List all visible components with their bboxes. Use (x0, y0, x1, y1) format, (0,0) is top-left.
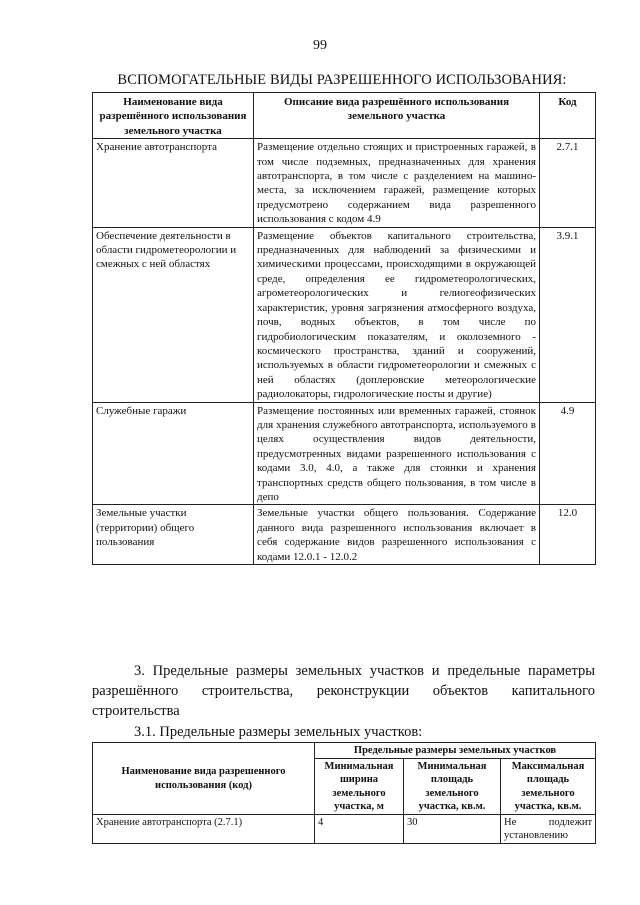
use-code-cell: 3.9.1 (540, 227, 596, 402)
header-use-name-code: Наименование вида разрешенного использования (код) (93, 743, 315, 815)
sizes-header-row (93, 743, 596, 759)
use-description-cell: Размещение постоянных или временных гаражей, стоянок для хранения служебного автотранспорта, используемого в целях осуществления видов деятельности, предусмотренных видами разрешенного использования с кодами 3.0, 4.0, а также для стоянки и хранения транспортных средств общего пользования, в том числе в депо (254, 402, 540, 505)
use-code-cell: 12.0 (540, 505, 596, 565)
use-description-cell: Земельные участки общего пользования. Содержание данного вида разрешенного использования включает в себя содержание видов разрешенного использования с кодами 12.0.1 - 12.0.2 (254, 505, 540, 565)
table-row (93, 139, 596, 227)
auxiliary-use-table (92, 92, 596, 565)
table-row (93, 227, 596, 402)
use-name-cell: Земельные участки (территории) общего пользования (93, 505, 254, 565)
use-description-cell: Размещение отдельно стоящих и пристроенных гаражей, в том числе подземных, предназначенных для хранения автотранспорта, в том числе с разделением на машино-места, за исключением гаражей, размещение которых предусмотрено содержанием вида разрешенного использования с кодом 4.9 (254, 139, 540, 227)
header-code: Код (540, 93, 596, 139)
section-title: ВСПОМОГАТЕЛЬНЫЕ ВИДЫ РАЗРЕШЕННОГО ИСПОЛЬЗОВАНИЯ: (117, 72, 567, 88)
use-name-cell: Обеспечение деятельности в области гидрометеорологии и смежных с ней областях (93, 227, 254, 402)
min-width-cell: 4 (315, 815, 404, 844)
header-min-width: Минимальная ширина земельного участка, м (315, 759, 404, 815)
use-description-cell: Размещение объектов капитального строительства, предназначенных для наблюдений за физическими и химическими процессами, происходящими в окружающей среде, определения ее гидрометеорологических, агрометеорологических и гелиогеофизических характеристик, уровня загрязнения атмосферного воздуха, почв, водных объектов, в том числе по гидробиологическим показателям, и околоземного - космического пространства, зданий и сооружений, используемых в области гидрометеорологии и смежных с ней областях (доплеровские метеорологические радиолокаторы, гидрологические посты и другие) (254, 227, 540, 402)
header-use-description: Описание вида разрешённого использования земельного участка (254, 93, 540, 139)
table-row (93, 505, 596, 565)
table-row (93, 815, 596, 844)
header-plot-size-limits: Предельные размеры земельных участков (315, 743, 596, 759)
table-row (93, 402, 596, 505)
use-code-cell: 2.7.1 (540, 139, 596, 227)
page-number: 99 (313, 38, 327, 53)
min-area-cell: 30 (404, 815, 501, 844)
section-3-paragraph: 3. Предельные размеры земельных участков и предельные параметры разрешённого строительства, реконструкции объектов капитального строительства (92, 663, 595, 719)
use-name-cell: Хранение автотранспорта (2.7.1) (93, 815, 315, 844)
table-header-row (93, 93, 596, 139)
use-code-cell: 4.9 (540, 402, 596, 505)
use-name-cell: Служебные гаражи (93, 402, 254, 505)
use-name-cell: Хранение автотранспорта (93, 139, 254, 227)
header-min-area: Минимальная площадь земельного участка, кв.м. (404, 759, 501, 815)
header-use-name: Наименование вида разрешённого использования земельного участка (93, 93, 254, 139)
section-3-1-paragraph: 3.1. Предельные размеры земельных участков: (134, 724, 423, 740)
plot-sizes-table (92, 742, 596, 844)
header-max-area: Максимальная площадь земельного участка, кв.м. (501, 759, 596, 815)
max-area-cell: Не подлежит установлению (501, 815, 596, 844)
